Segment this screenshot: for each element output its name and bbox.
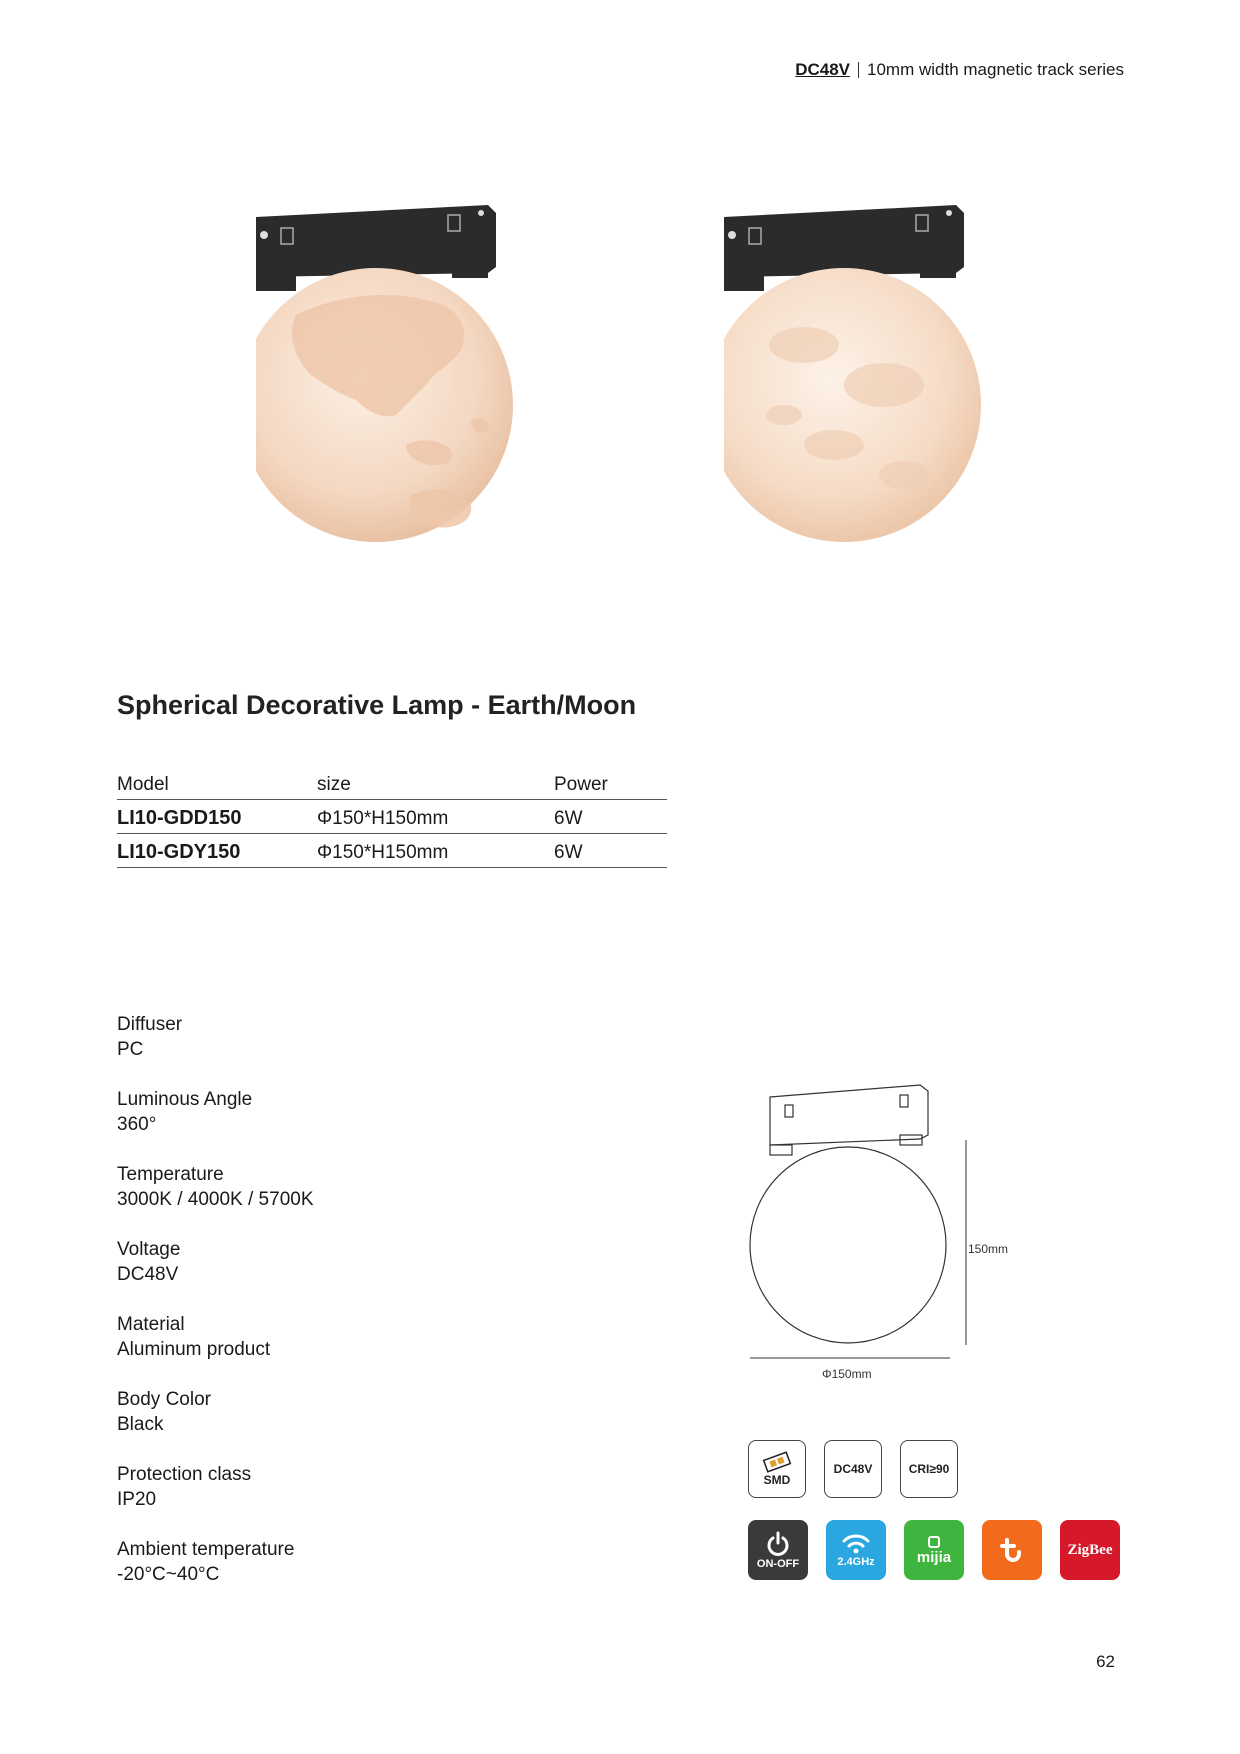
series-code: DC48V <box>795 60 851 79</box>
column-header-size: size <box>317 770 554 800</box>
spec-item <box>117 1012 314 1062</box>
mijia-icon <box>927 1535 941 1549</box>
spec-badges <box>748 1440 958 1498</box>
spec-label: Protection class <box>117 1464 252 1485</box>
power-cell: 6W <box>554 834 667 868</box>
control-badges <box>748 1520 1120 1580</box>
spec-value: IP20 <box>117 1489 157 1510</box>
spec-value: 3000K / 4000K / 5700K <box>117 1189 314 1210</box>
page-header <box>795 60 1124 80</box>
spec-item <box>117 1387 314 1437</box>
drawing-track-adapter <box>770 1085 928 1155</box>
zigbee-icon: ZigBee <box>1067 1541 1113 1558</box>
size-cell: Φ150*H150mm <box>317 800 554 834</box>
header-divider <box>858 62 859 78</box>
table-row <box>117 834 667 868</box>
power-icon <box>764 1530 792 1558</box>
spec-label: Ambient temperature <box>117 1539 295 1560</box>
smd-badge <box>748 1440 806 1498</box>
cri-badge <box>900 1440 958 1498</box>
model-table <box>117 770 667 868</box>
series-name: 10mm width magnetic track series <box>867 60 1124 79</box>
spec-label: Luminous Angle <box>117 1089 253 1110</box>
badge-label: DC48V <box>833 1462 873 1476</box>
column-header-model: Model <box>117 770 317 800</box>
badge-label: mijia <box>916 1548 952 1566</box>
spec-label: Voltage <box>117 1239 181 1260</box>
earth-lamp-image <box>256 205 566 615</box>
spec-label: Temperature <box>117 1164 224 1185</box>
voltage-badge <box>824 1440 882 1498</box>
wifi-icon <box>841 1532 871 1556</box>
height-dimension-label: 150mm <box>968 1242 1009 1256</box>
spec-value: 360° <box>117 1114 157 1135</box>
model-cell: LI10-GDY150 <box>117 834 317 868</box>
power-cell: 6W <box>554 800 667 834</box>
dimension-drawing <box>740 1075 1020 1395</box>
drawing-sphere-outline <box>750 1147 946 1343</box>
spec-label: Diffuser <box>117 1014 183 1035</box>
smd-chip-icon <box>762 1451 792 1473</box>
tuya-icon <box>996 1534 1028 1566</box>
badge-label: 2.4GHz <box>837 1556 875 1568</box>
spec-value: Black <box>117 1414 164 1435</box>
spec-value: -20°C~40°C <box>117 1564 220 1585</box>
badge-label: CRI≥90 <box>908 1462 950 1476</box>
spec-item <box>117 1312 314 1362</box>
spec-item <box>117 1162 314 1212</box>
spec-value: DC48V <box>117 1264 179 1285</box>
spec-list <box>117 1012 314 1612</box>
model-cell: LI10-GDD150 <box>117 800 317 834</box>
spec-item <box>117 1237 314 1287</box>
product-title: Spherical Decorative Lamp - Earth/Moon <box>117 690 637 720</box>
column-header-power: Power <box>554 770 667 800</box>
zigbee-badge <box>1060 1520 1120 1580</box>
spec-value: PC <box>117 1039 144 1060</box>
spec-item <box>117 1462 314 1512</box>
spec-value: Aluminum product <box>117 1339 271 1360</box>
spec-item <box>117 1537 314 1587</box>
badge-label: ON-OFF <box>756 1558 800 1570</box>
spec-item <box>117 1087 314 1137</box>
spec-label: Material <box>117 1314 185 1335</box>
width-dimension-label: Φ150mm <box>822 1367 872 1381</box>
wifi-badge <box>826 1520 886 1580</box>
moon-globe <box>724 268 981 542</box>
table-row <box>117 800 667 834</box>
badge-label: SMD <box>763 1473 791 1487</box>
spec-label: Body Color <box>117 1389 211 1410</box>
table-header-row <box>117 770 667 800</box>
page-number: 62 <box>1096 1652 1115 1671</box>
mijia-badge <box>904 1520 964 1580</box>
tuya-badge <box>982 1520 1042 1580</box>
moon-lamp-image <box>724 205 1034 615</box>
size-cell: Φ150*H150mm <box>317 834 554 868</box>
on-off-badge <box>748 1520 808 1580</box>
